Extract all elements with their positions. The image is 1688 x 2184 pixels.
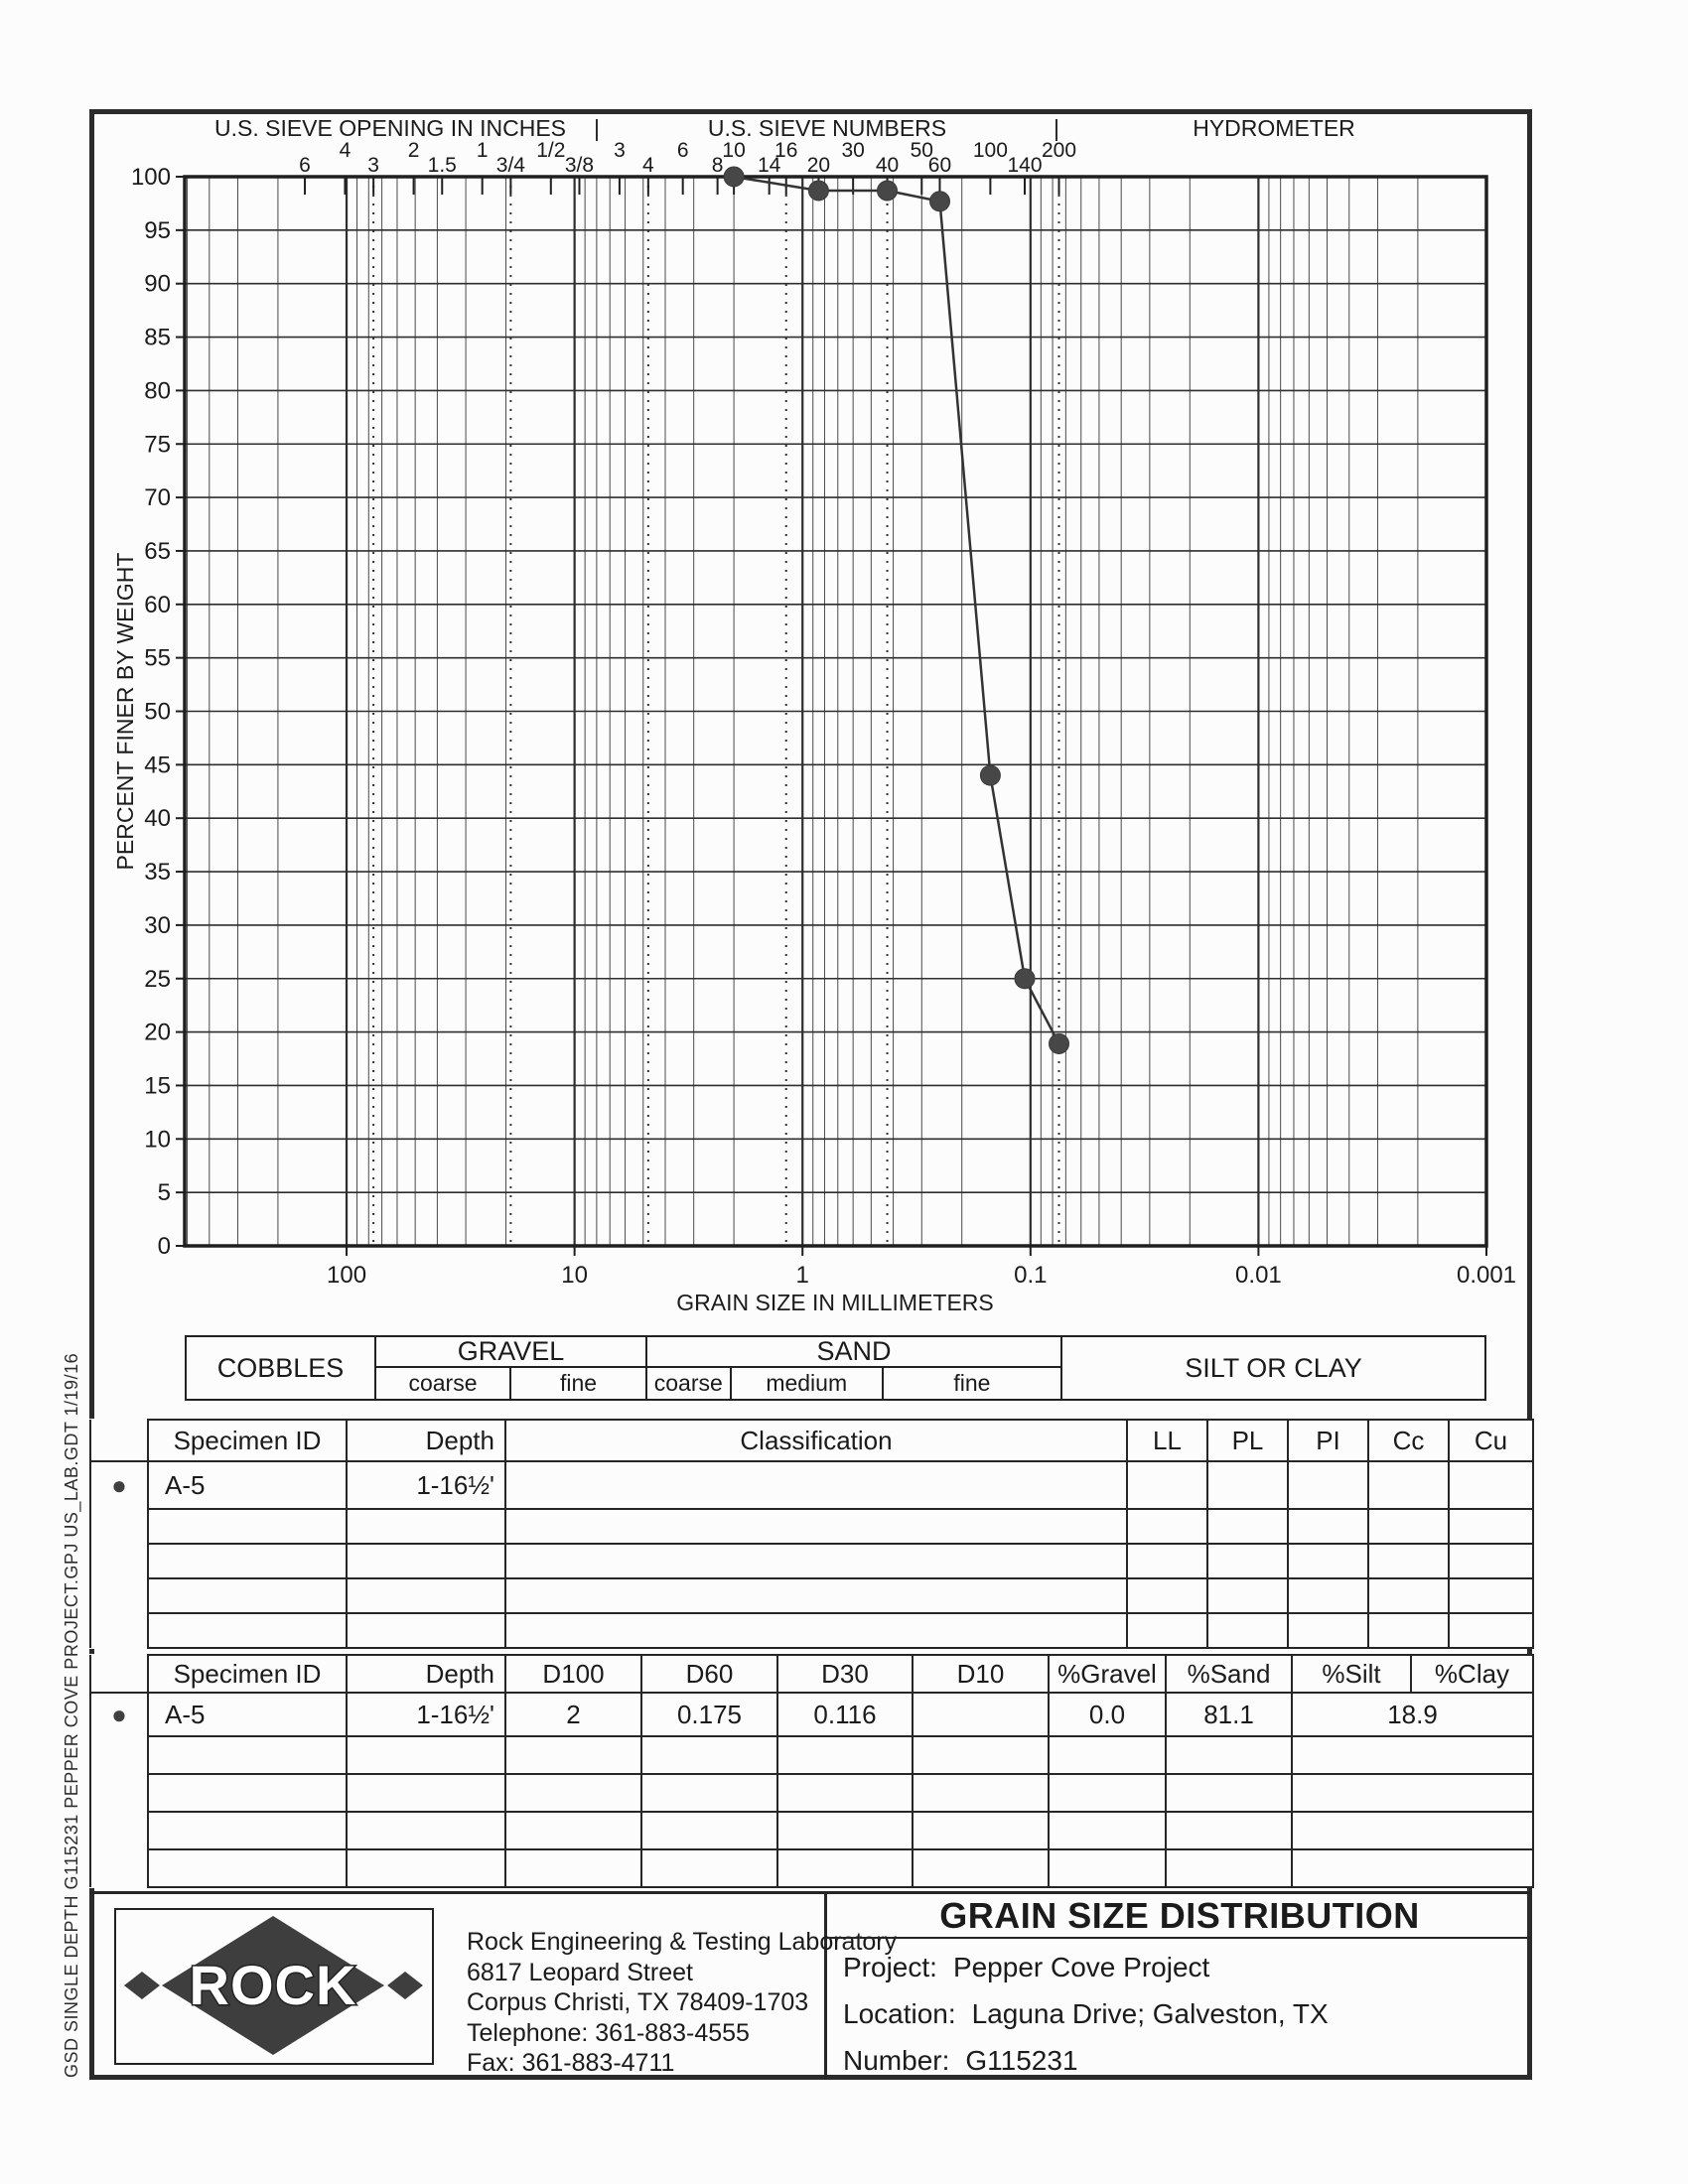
rock-logo-graphic (116, 1910, 431, 2062)
svg-text:45: 45 (144, 751, 171, 779)
table-cell (1166, 1736, 1292, 1774)
sand-pct-header: %Sand (1166, 1655, 1292, 1693)
table-cell (777, 1774, 913, 1812)
table-cell (1288, 1544, 1368, 1578)
svg-text:6: 6 (299, 154, 311, 177)
table-cell (1449, 1461, 1533, 1509)
table-cell (1292, 1849, 1533, 1887)
company-logo (114, 1908, 434, 2065)
table-cell (1449, 1578, 1533, 1613)
svg-text:3: 3 (614, 139, 626, 162)
table-cell (90, 1849, 148, 1887)
gravel-group (376, 1337, 647, 1399)
svg-text:14: 14 (757, 154, 781, 177)
table-cell (1368, 1544, 1449, 1578)
table-cell: 0.116 (777, 1693, 913, 1736)
table-cell (90, 1774, 148, 1812)
number-row (843, 2045, 1078, 2077)
table-row (90, 1613, 1533, 1648)
data-point (980, 765, 1000, 785)
sand-fine-label: fine (953, 1370, 991, 1396)
table-cell (1288, 1461, 1368, 1509)
ll-header: LL (1127, 1420, 1207, 1461)
svg-text:4: 4 (339, 139, 352, 162)
table-cell (1127, 1578, 1207, 1613)
location-label: Location: (843, 1998, 956, 2029)
table-cell (777, 1812, 913, 1849)
table-row (90, 1736, 1533, 1774)
cu-header: Cu (1449, 1420, 1533, 1461)
svg-text:80: 80 (144, 377, 171, 405)
svg-text:0.1: 0.1 (1014, 1262, 1048, 1289)
project-label: Project: (843, 1952, 937, 1982)
company-street: 6817 Leopard Street (467, 1958, 693, 1986)
table-row (90, 1578, 1533, 1613)
d100-header: D100 (505, 1655, 641, 1693)
table-cell (913, 1812, 1049, 1849)
table-cell (148, 1774, 347, 1812)
table-cell (90, 1613, 148, 1648)
table-cell (1368, 1613, 1449, 1648)
svg-text:0.01: 0.01 (1235, 1262, 1282, 1289)
svg-text:15: 15 (144, 1072, 171, 1100)
table-cell (641, 1812, 777, 1849)
y-axis-labels (131, 164, 185, 1260)
table-cell (1166, 1774, 1292, 1812)
table-row (90, 1544, 1533, 1578)
hydrometer-header: HYDROMETER (1193, 115, 1355, 141)
depth-header: Depth (347, 1655, 505, 1693)
pi-header: PI (1288, 1420, 1368, 1461)
company-fax: Fax: 361-883-4711 (467, 2049, 675, 2077)
svg-text:90: 90 (144, 270, 171, 298)
number-label: Number: (843, 2045, 950, 2076)
horizontal-gridlines (185, 177, 1486, 1246)
svg-text:1: 1 (476, 139, 489, 162)
svg-text:35: 35 (144, 859, 171, 887)
table-cell: ● (90, 1693, 148, 1736)
svg-text:30: 30 (144, 911, 171, 939)
table-cell (505, 1578, 1127, 1613)
gravel-coarse-label: coarse (376, 1368, 511, 1399)
project-row (843, 1952, 1209, 1983)
gradation-curve (734, 177, 1058, 1043)
svg-text:0: 0 (157, 1233, 171, 1260)
svg-text:3/4: 3/4 (495, 154, 525, 177)
sidebar-file-stamp: GSD SINGLE DEPTH G115231 PEPPER COVE PROJECT.GPJ US_LAB.GDT 1/19/16 (62, 1352, 81, 2078)
table-row (90, 1812, 1533, 1849)
table-cell (1127, 1544, 1207, 1578)
silt-clay-cell: SILT OR CLAY (1185, 1352, 1362, 1383)
d60-header: D60 (641, 1655, 777, 1693)
table-cell (913, 1849, 1049, 1887)
table-cell (90, 1509, 148, 1544)
location-value: Laguna Drive; Galveston, TX (971, 1998, 1329, 2029)
svg-text:3/8: 3/8 (564, 154, 595, 177)
table-cell (777, 1736, 913, 1774)
classification-header: Classification (505, 1420, 1127, 1461)
table-row (90, 1774, 1533, 1812)
table-cell (505, 1774, 641, 1812)
table-cell: 0.175 (641, 1693, 777, 1736)
svg-text:0.001: 0.001 (1456, 1262, 1517, 1289)
depth-header: Depth (347, 1420, 505, 1461)
table-cell (1292, 1812, 1533, 1849)
table-row (90, 1849, 1533, 1887)
y-axis-title: PERCENT FINER BY WEIGHT (112, 552, 138, 871)
svg-text:60: 60 (927, 154, 952, 177)
svg-text:50: 50 (910, 139, 933, 162)
table-cell (347, 1613, 505, 1648)
svg-text:65: 65 (144, 537, 171, 565)
table-cell (1288, 1613, 1368, 1648)
company-name: Rock Engineering & Testing Laboratory (467, 1928, 898, 1956)
company-city: Corpus Christi, TX 78409-1703 (467, 1988, 809, 2016)
table-row (90, 1461, 1533, 1509)
table-row (90, 1509, 1533, 1544)
sieve-inches-header: U.S. SIEVE OPENING IN INCHES (213, 115, 567, 141)
table-cell (505, 1849, 641, 1887)
table-cell (1207, 1544, 1288, 1578)
specimen-id-header: Specimen ID (148, 1655, 347, 1693)
table-cell (505, 1613, 1127, 1648)
data-point (1015, 969, 1035, 989)
table-cell (913, 1736, 1049, 1774)
sand-label: SAND (647, 1337, 1060, 1368)
table-cell (148, 1736, 347, 1774)
svg-text:1: 1 (795, 1262, 809, 1289)
svg-text:25: 25 (144, 965, 171, 993)
x-axis-labels (327, 1246, 1516, 1289)
x-axis-title: GRAIN SIZE IN MILLIMETERS (676, 1290, 994, 1315)
data-point (1050, 1033, 1069, 1053)
svg-text:40: 40 (144, 805, 171, 833)
svg-text:85: 85 (144, 324, 171, 351)
cobbles-cell: COBBLES (187, 1337, 376, 1399)
svg-text:50: 50 (144, 698, 171, 726)
table-cell (1368, 1461, 1449, 1509)
data-point (808, 181, 828, 201)
table-cell (1449, 1613, 1533, 1648)
svg-text:70: 70 (144, 484, 171, 512)
table-cell (347, 1544, 505, 1578)
table-cell (148, 1849, 347, 1887)
table-cell (777, 1849, 913, 1887)
table-cell (1207, 1578, 1288, 1613)
table-header-row (90, 1420, 1533, 1461)
classification-bar (185, 1335, 1486, 1401)
table-cell (1207, 1461, 1288, 1509)
table-cell (90, 1578, 148, 1613)
svg-text:10: 10 (561, 1262, 588, 1289)
table-cell (347, 1736, 505, 1774)
pl-header: PL (1207, 1420, 1288, 1461)
table-cell (347, 1812, 505, 1849)
table-cell (1207, 1613, 1288, 1648)
svg-text:75: 75 (144, 431, 171, 459)
table-cell (148, 1578, 347, 1613)
d30-header: D30 (777, 1655, 913, 1693)
table-cell: 2 (505, 1693, 641, 1736)
svg-text:10: 10 (144, 1126, 171, 1154)
svg-text:60: 60 (144, 591, 171, 618)
table-cell (1368, 1578, 1449, 1613)
table-cell: 1-16½' (347, 1693, 505, 1736)
table-cell: 18.9 (1292, 1693, 1533, 1736)
table-cell (148, 1509, 347, 1544)
table-cell: A-5 (148, 1461, 347, 1509)
table-cell (505, 1509, 1127, 1544)
table-cell (641, 1736, 777, 1774)
gravel-pct-header: %Gravel (1049, 1655, 1166, 1693)
svg-text:30: 30 (841, 139, 865, 162)
gradation-table (89, 1654, 1534, 1888)
header-separator: | (594, 115, 600, 141)
svg-text:4: 4 (642, 154, 654, 177)
logo-text: ROCK (189, 1954, 357, 2016)
marker-col-header (90, 1655, 148, 1693)
svg-text:20: 20 (806, 154, 831, 177)
report-title: GRAIN SIZE DISTRIBUTION (827, 1894, 1532, 1939)
data-points (724, 167, 1068, 1053)
table-header-row (90, 1655, 1533, 1693)
svg-text:1/2: 1/2 (536, 139, 566, 162)
data-point (930, 192, 950, 211)
table-cell (347, 1849, 505, 1887)
svg-text:20: 20 (144, 1019, 171, 1046)
table-cell (1049, 1736, 1166, 1774)
table-cell (148, 1613, 347, 1648)
svg-text:2: 2 (407, 139, 420, 162)
table-cell (1288, 1509, 1368, 1544)
clay-pct-header: %Clay (1411, 1655, 1533, 1693)
specimen-id-header: Specimen ID (148, 1420, 347, 1461)
gravel-fine-label: fine (559, 1370, 598, 1396)
table-cell (505, 1736, 641, 1774)
table-cell (1207, 1509, 1288, 1544)
table-cell (1166, 1812, 1292, 1849)
table-cell (913, 1693, 1049, 1736)
table-cell (1127, 1613, 1207, 1648)
table-cell (90, 1736, 148, 1774)
table-cell (1127, 1461, 1207, 1509)
table-cell (1049, 1849, 1166, 1887)
table-cell (505, 1812, 641, 1849)
table-cell: 0.0 (1049, 1693, 1166, 1736)
svg-text:5: 5 (157, 1179, 171, 1207)
table-cell: ● (90, 1461, 148, 1509)
table-cell (1127, 1509, 1207, 1544)
svg-text:8: 8 (711, 154, 724, 177)
data-point (878, 181, 898, 201)
table-cell (1449, 1544, 1533, 1578)
data-point (724, 167, 744, 187)
d10-header: D10 (913, 1655, 1049, 1693)
table-row (90, 1693, 1533, 1736)
sand-coarse-label: coarse (647, 1368, 732, 1399)
svg-text:140: 140 (1007, 154, 1043, 177)
svg-text:100: 100 (327, 1262, 367, 1289)
table-cell (347, 1774, 505, 1812)
svg-text:1.5: 1.5 (427, 154, 457, 177)
table-cell: 81.1 (1166, 1693, 1292, 1736)
table-cell (1049, 1812, 1166, 1849)
company-phone: Telephone: 361-883-4555 (467, 2018, 750, 2047)
header-separator-2: | (1054, 115, 1059, 141)
marker-col-header (90, 1420, 148, 1461)
svg-text:100: 100 (972, 139, 1008, 162)
classification-table (89, 1419, 1534, 1649)
svg-text:6: 6 (676, 139, 689, 162)
table-cell (1166, 1849, 1292, 1887)
table-cell (1449, 1509, 1533, 1544)
silt-pct-header: %Silt (1292, 1655, 1411, 1693)
table-cell (641, 1849, 777, 1887)
table-cell (148, 1812, 347, 1849)
svg-text:40: 40 (875, 154, 900, 177)
number-value: G115231 (965, 2045, 1078, 2076)
svg-text:16: 16 (774, 139, 798, 162)
table-cell: A-5 (148, 1693, 347, 1736)
svg-text:55: 55 (144, 644, 171, 672)
title-block (89, 1891, 1532, 2080)
table-cell (1288, 1578, 1368, 1613)
table-cell: 1-16½' (347, 1461, 505, 1509)
table-cell (505, 1461, 1127, 1509)
table-cell (90, 1812, 148, 1849)
table-cell (641, 1774, 777, 1812)
table-cell (148, 1544, 347, 1578)
svg-text:200: 200 (1041, 139, 1077, 162)
table-cell (1292, 1736, 1533, 1774)
logo-diamond-right (387, 1972, 423, 1999)
svg-text:3: 3 (367, 154, 379, 177)
sieve-numbers-header: U.S. SIEVE NUMBERS (707, 115, 947, 141)
project-value: Pepper Cove Project (952, 1952, 1210, 1982)
table-cell (347, 1578, 505, 1613)
svg-text:10: 10 (722, 139, 746, 162)
sand-medium-label: medium (732, 1368, 884, 1399)
table-cell (1049, 1774, 1166, 1812)
gravel-label: GRAVEL (376, 1337, 645, 1368)
svg-text:95: 95 (144, 216, 171, 244)
table-cell (1368, 1509, 1449, 1544)
logo-diamond-left (124, 1972, 160, 1999)
cc-header: Cc (1368, 1420, 1449, 1461)
svg-text:100: 100 (130, 164, 171, 191)
location-row (843, 1998, 1329, 2030)
sand-group (647, 1337, 1062, 1399)
table-cell (913, 1774, 1049, 1812)
table-cell (505, 1544, 1127, 1578)
table-cell (1292, 1774, 1533, 1812)
table-cell (90, 1544, 148, 1578)
report-info-panel (827, 1894, 1532, 2080)
table-cell (347, 1509, 505, 1544)
